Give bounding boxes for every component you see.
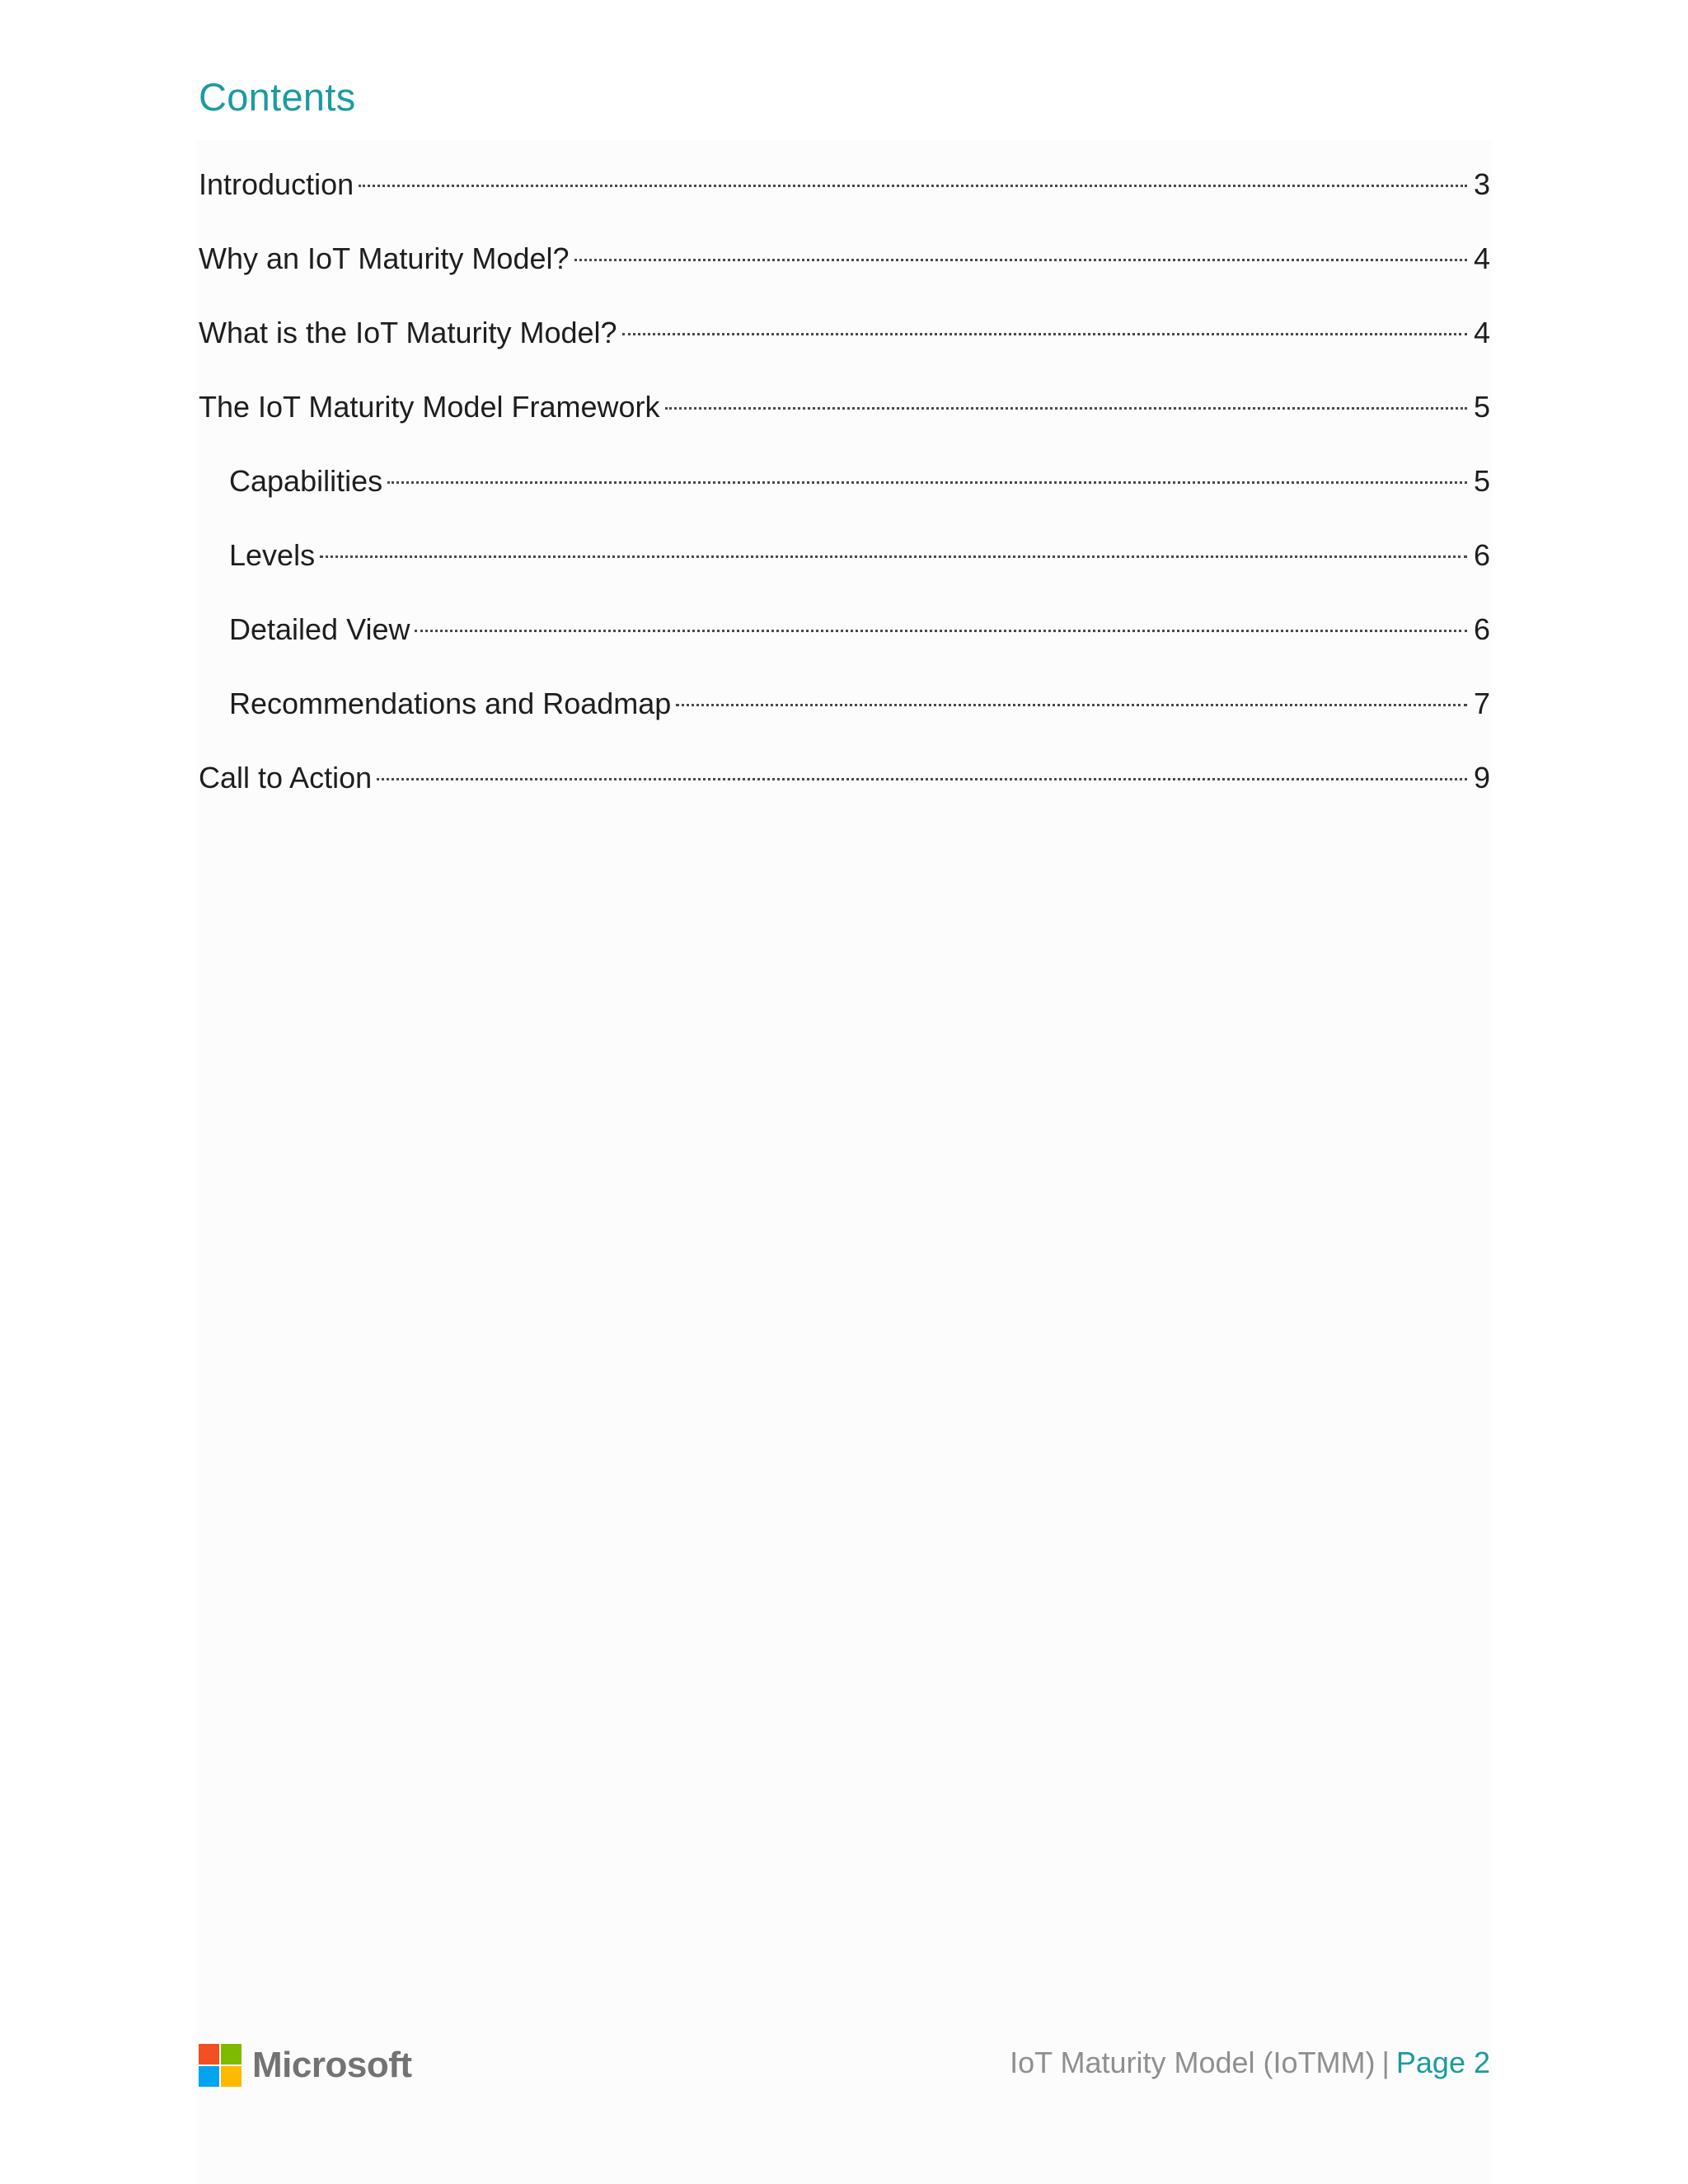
- toc-dot-leader: [574, 259, 1467, 261]
- footer-separator: |: [1381, 2046, 1390, 2079]
- toc-entry-title: Levels: [229, 538, 316, 572]
- microsoft-logo: [199, 2042, 412, 2088]
- toc-entry-recommendations-roadmap[interactable]: [199, 681, 1490, 755]
- toc-entry-levels[interactable]: [199, 532, 1490, 607]
- toc-entry-detailed-view[interactable]: [199, 607, 1490, 681]
- toc-entry-why-iot-maturity-model[interactable]: [199, 236, 1490, 310]
- toc-entry-page: 5: [1473, 390, 1490, 424]
- toc-entry-page: 6: [1473, 612, 1490, 646]
- page-title: Contents: [199, 75, 356, 119]
- footer-doc-title: IoT Maturity Model (IoTMM): [1010, 2046, 1376, 2079]
- toc-entry-page: 7: [1473, 687, 1490, 720]
- toc-dot-leader: [320, 555, 1467, 558]
- toc-entry-title: Recommendations and Roadmap: [229, 687, 672, 720]
- toc-entry-page: 5: [1473, 464, 1490, 498]
- microsoft-logo-text: Microsoft: [252, 2045, 412, 2085]
- toc-entry-page: 9: [1473, 761, 1490, 794]
- toc-entry-page: 4: [1473, 316, 1490, 349]
- toc-dot-leader: [359, 185, 1467, 187]
- toc-dot-leader: [387, 481, 1467, 484]
- toc-dot-leader: [377, 778, 1467, 780]
- toc-entry-title: Capabilities: [229, 464, 383, 498]
- toc-entry-framework[interactable]: [199, 384, 1490, 458]
- footer-caption: [1010, 2046, 1490, 2080]
- table-of-contents: [199, 162, 1490, 829]
- toc-entry-introduction[interactable]: [199, 162, 1490, 236]
- toc-entry-page: 6: [1473, 538, 1490, 572]
- toc-entry-title: The IoT Maturity Model Framework: [199, 390, 660, 424]
- toc-entry-page: 3: [1473, 167, 1490, 201]
- logo-square-red: [199, 2044, 219, 2064]
- toc-dot-leader: [415, 630, 1467, 632]
- toc-dot-leader: [622, 333, 1467, 335]
- toc-entry-call-to-action[interactable]: [199, 755, 1490, 829]
- toc-entry-title: What is the IoT Maturity Model?: [199, 316, 617, 349]
- logo-square-blue: [199, 2066, 219, 2087]
- toc-entry-title: Detailed View: [229, 612, 410, 646]
- logo-square-green: [221, 2044, 241, 2064]
- toc-dot-leader: [665, 407, 1467, 410]
- toc-entry-page: 4: [1473, 241, 1490, 275]
- toc-dot-leader: [676, 704, 1467, 706]
- toc-entry-title: Introduction: [199, 167, 354, 201]
- toc-entry-title: Call to Action: [199, 761, 373, 794]
- toc-entry-what-is-iot-maturity-model[interactable]: [199, 310, 1490, 384]
- toc-entry-title: Why an IoT Maturity Model?: [199, 241, 570, 275]
- logo-square-yellow: [221, 2066, 241, 2087]
- microsoft-logo-icon: [199, 2044, 241, 2087]
- toc-entry-capabilities[interactable]: [199, 458, 1490, 532]
- footer-page-number: Page 2: [1395, 2046, 1490, 2079]
